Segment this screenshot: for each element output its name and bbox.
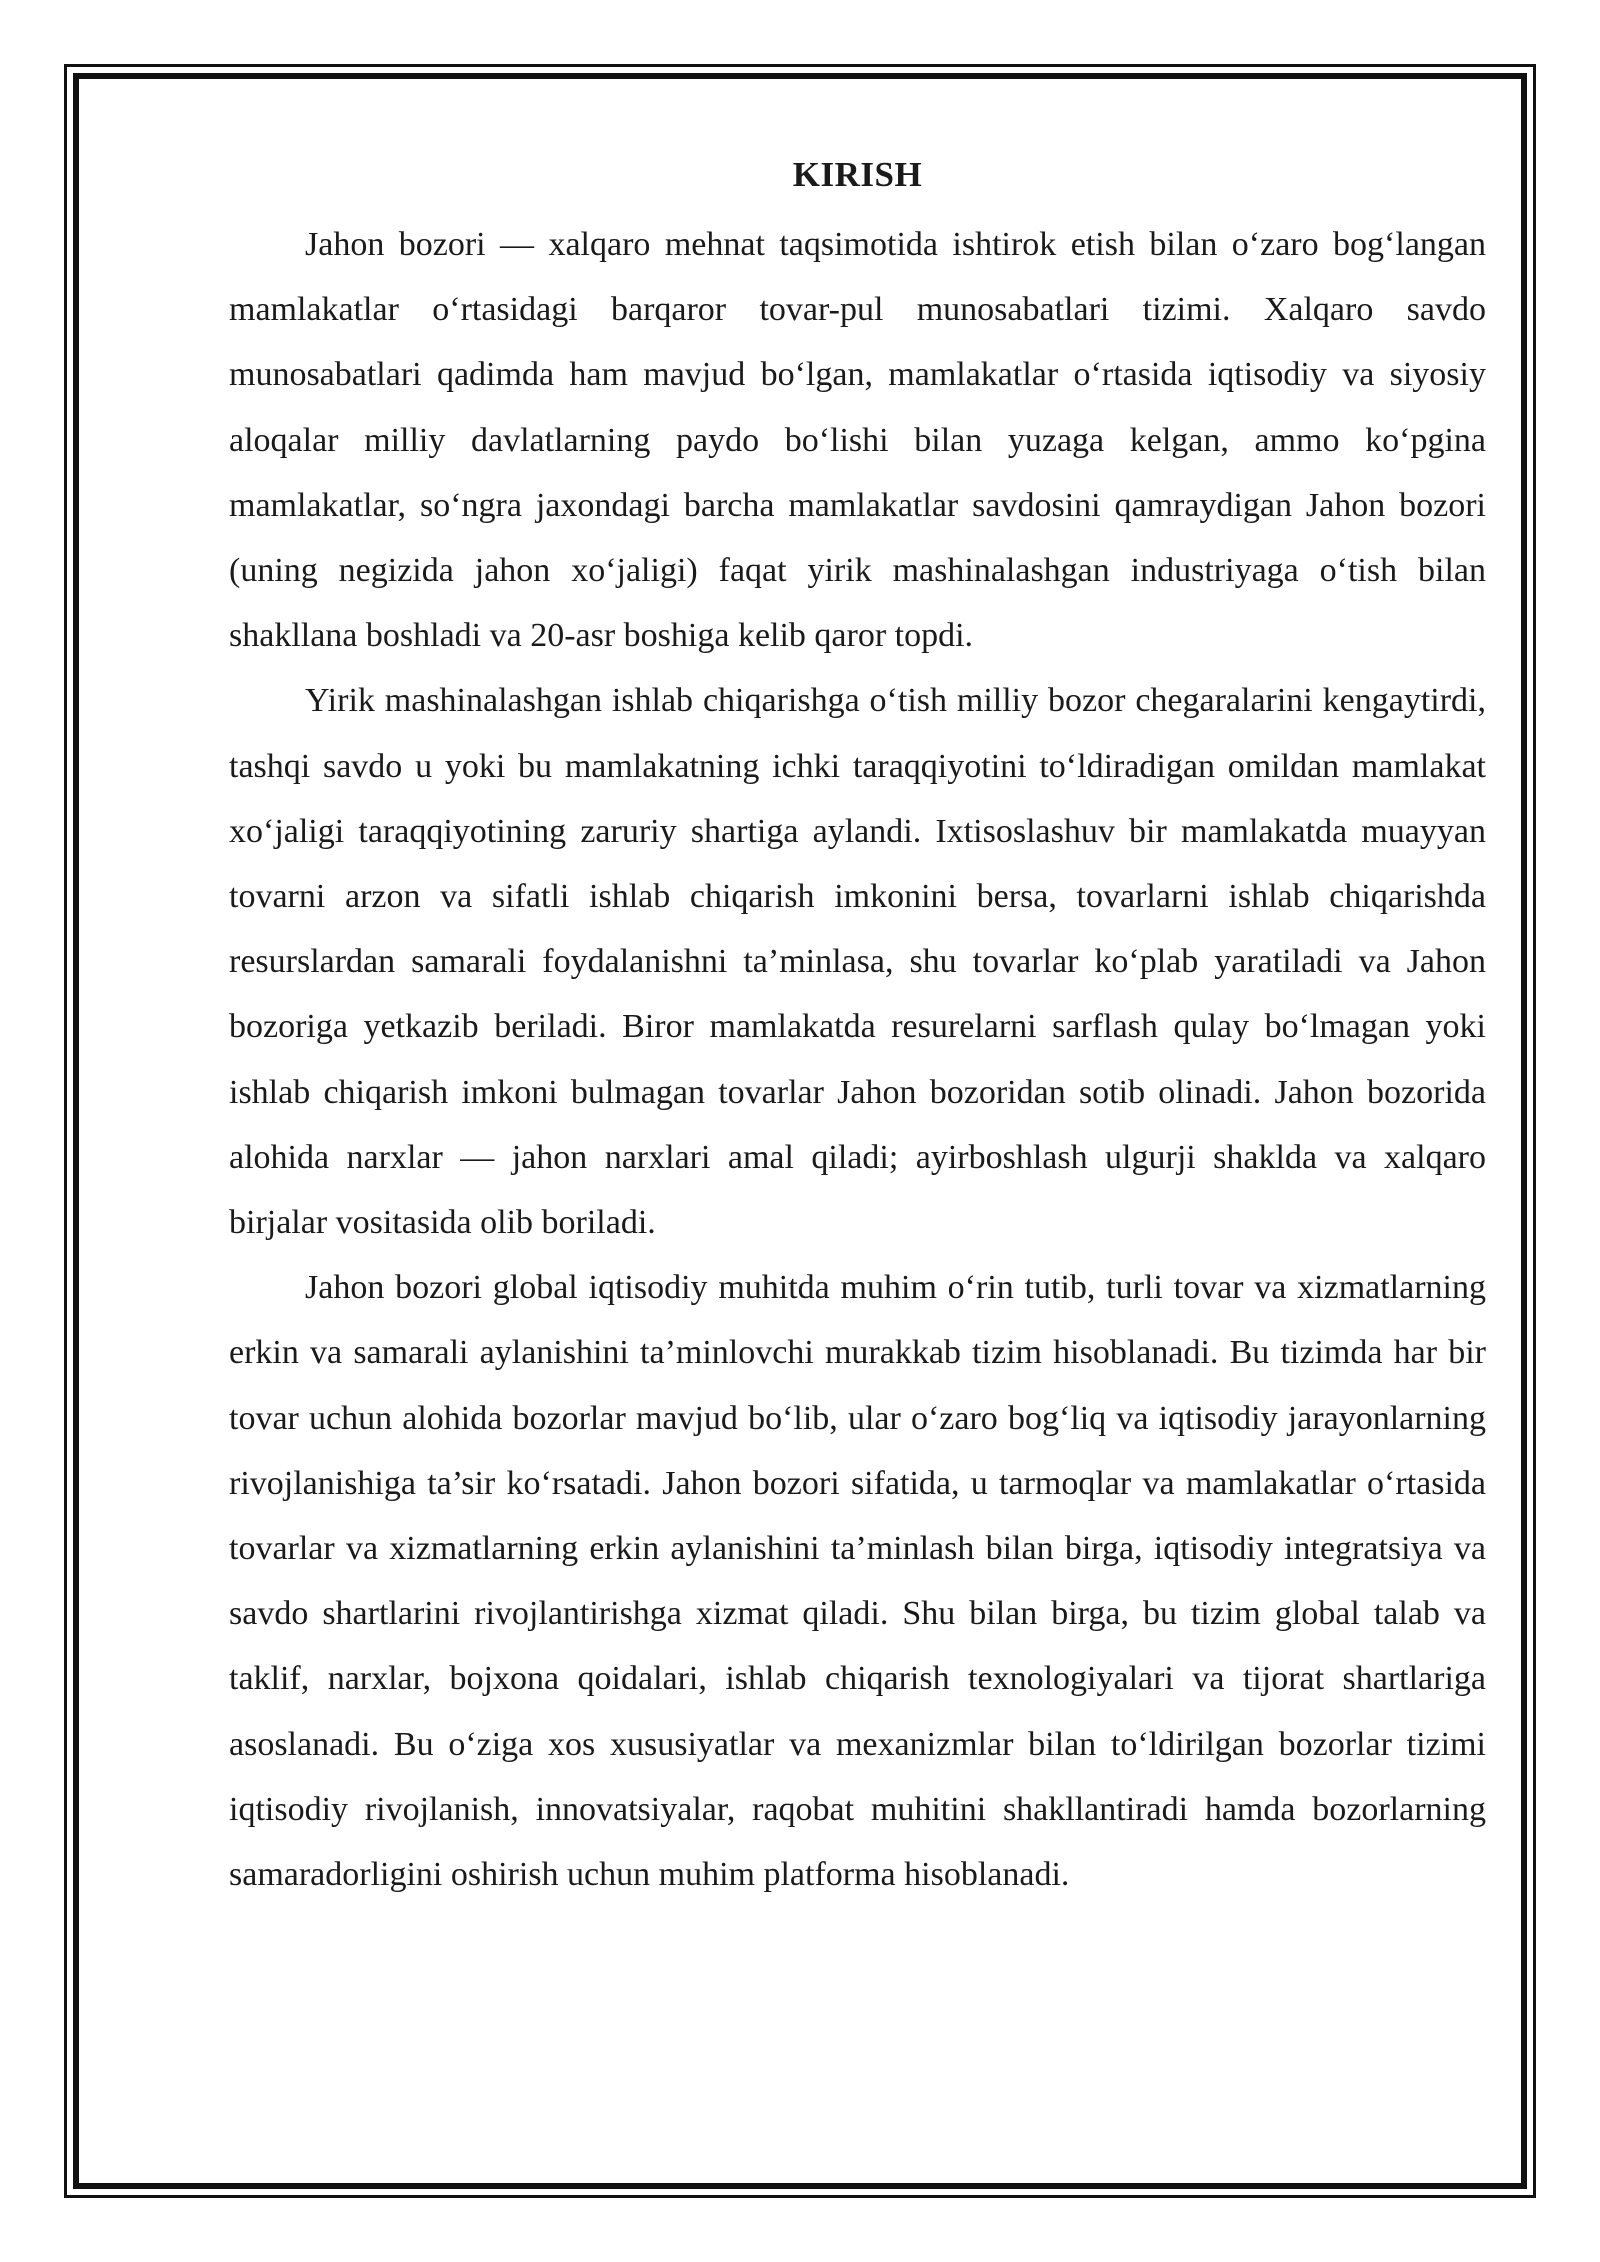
page-content: [229, 148, 1486, 1907]
paragraph-3: Jahon bozori global iqtisodiy muhitda muhim o‘rin tutib, turli tovar va xizmatlarning erkin va samarali aylanishini ta’minlovchi murakkab tizim hisoblanadi. Bu tizimda har bir tovar uchun alohida bozorlar mavjud bo‘lib, ular o‘zaro bog‘liq va iqtisodiy jarayonlarning rivojlanishiga ta’sir ko‘rsatadi. Jahon bozori sifatida, u tarmoqlar va mamlakatlar o‘rtasida tovarlar va xizmatlarning erkin aylanishini ta’minlash bilan birga, iqtisodiy integratsiya va savdo shartlarini rivojlantirishga xizmat qiladi. Shu bilan birga, bu tizim global talab va taklif, narxlar, bojxona qoidalari, ishlab chiqarish texnologiyalari va tijorat shartlariga asoslanadi. Bu o‘ziga xos xususiyatlar va mexanizmlar bilan to‘ldirilgan bozorlar tizimi iqtisodiy rivojlanish, innovatsiyalar, raqobat muhitini shakllantiradi hamda bozorlarning samaradorligini oshirish uchun muhim platforma hisoblanadi.: [229, 1269, 1486, 1894]
page-title: KIRISH: [792, 155, 923, 194]
paragraph-1: Jahon bozori — xalqaro mehnat taqsimotida ishtirok etish bilan o‘zaro bog‘langan mamlakatlar o‘rtasidagi barqaror tovar-pul munosabatlari tizimi. Xalqaro savdo munosabatlari qadimda ham mavjud bo‘lgan, mamlakatlar o‘rtasida iqtisodiy va siyosiy aloqalar milliy davlatlarning paydo bo‘lishi bilan yuzaga kelgan, ammo ko‘pgina mamlakatlar, so‘ngra jaxondagi barcha mamlakatlar savdosini qamraydigan Jahon bozori (uning negizida jahon xo‘jaligi) faqat yirik mashinalashgan industriyaga o‘tish bilan shakllana boshladi va 20-asr boshiga kelib qaror topdi.: [229, 226, 1486, 655]
paragraph-2: Yirik mashinalashgan ishlab chiqarishga o‘tish milliy bozor chegaralarini kengaytirdi, tashqi savdo u yoki bu mamlakatning ichki taraqqiyotini to‘ldiradigan omildan mamlakat xo‘jaligi taraqqiyotining zaruriy shartiga aylandi. Ixtisoslashuv bir mamlakatda muayyan tovarni arzon va sifatli ishlab chiqarish imkonini bersa, tovarlarni ishlab chiqarishda resurslardan samarali foydalanishni ta’minlasa, shu tovarlar ko‘plab yaratiladi va Jahon bozoriga yetkazib beriladi. Biror mamlakatda resurelarni sarflash qulay bo‘lmagan yoki ishlab chiqarish imkoni bulmagan tovarlar Jahon bozoridan sotib olinadi. Jahon bozorida alohida narxlar — jahon narxlari amal qiladi; ayirboshlash ulgurji shaklda va xalqaro birjalar vositasida olib boriladi.: [229, 682, 1486, 1242]
